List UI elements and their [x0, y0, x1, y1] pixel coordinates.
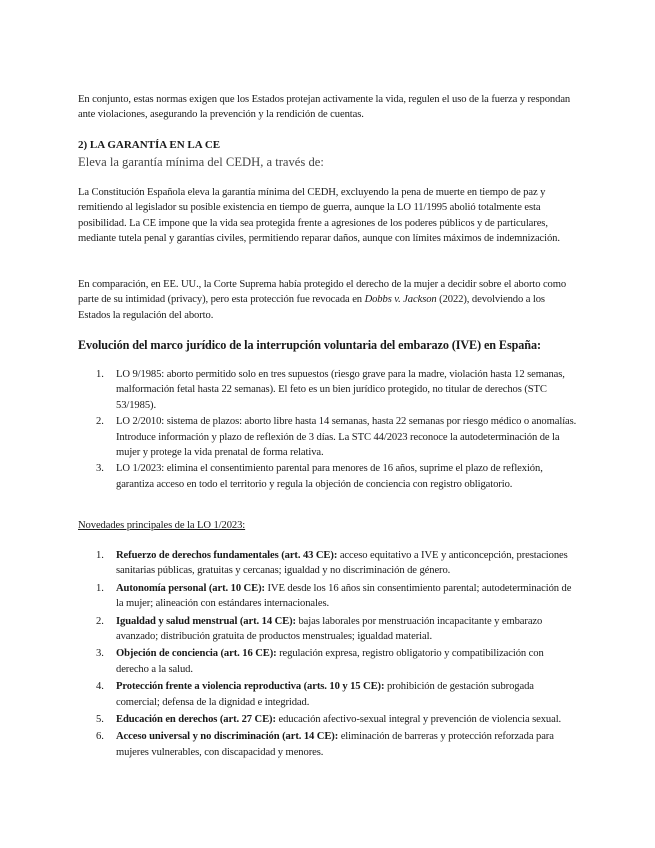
item-title: Igualdad y salud menstrual (art. 14 CE):: [116, 615, 296, 627]
evolution-heading: Evolución del marco jurídico de la interrupción voluntaria del embarazo (IVE) en España:: [78, 338, 541, 352]
item-text: regulación expresa, registro obligatorio y compatibilización con derecho a la salud.: [116, 648, 544, 675]
item-number: 2.: [96, 615, 104, 627]
comparison-text-before: En comparación, en EE. UU., la Corte Suprema había protegido el derecho de la mujer a decidir sobre el aborto como parte de su intimidad (privacy), pero esta protección fue revocada en: [78, 279, 567, 306]
item-number: 1.: [96, 582, 104, 594]
item-number: 3.: [96, 463, 104, 475]
list-item: [78, 414, 578, 460]
list-item: [78, 679, 578, 710]
item-title: Autonomía personal (art. 10 CE):: [116, 582, 265, 594]
list-item: [78, 581, 578, 612]
item-number: 1.: [96, 369, 104, 380]
novedades-list: [78, 548, 578, 760]
item-title: Objeción de conciencia (art. 16 CE):: [116, 648, 277, 660]
list-item: [78, 461, 578, 492]
item-text: acceso equitativo a IVE y anticoncepción, prestaciones sanitarias públicas, gratuitas y cercanas; igualdad y no discriminación de género.: [116, 550, 568, 577]
comparison-paragraph: [78, 277, 578, 323]
list-item: [78, 367, 578, 413]
case-name: Dobbs v. Jackson: [364, 294, 437, 306]
item-text: IVE desde los 16 años sin consentimiento parental; autodeterminación de la mujer; alineación con estándares internacionales.: [116, 582, 572, 610]
comparison-text-after: (2022), devolviendo a los Estados la regulación del aborto.: [78, 294, 545, 321]
intro-paragraph: En conjunto, estas normas exigen que los Estados protejan activamente la vida, regulen el uso de la fuerza y respondan ante violaciones, asegurando la prevención y la rendición de cuentas.: [78, 94, 571, 121]
item-text: LO 1/2023: elimina el consentimiento parental para menores de 16 años, suprime el plazo de reflexión, garantiza acceso en todo el territorio y regula la objeción de conciencia con registro obligatorio.: [116, 463, 543, 490]
item-number: 4.: [96, 681, 104, 693]
item-number: 1.: [96, 550, 104, 561]
evolution-list: [78, 367, 578, 492]
list-item: [78, 614, 578, 645]
section-heading: 2) LA GARANTÍA EN LA CE: [78, 139, 221, 151]
item-number: 3.: [96, 648, 104, 660]
list-item: [78, 729, 578, 760]
list-item: [78, 646, 578, 677]
item-text: educación afectivo-sexual integral y prevención de violencia sexual.: [275, 714, 562, 726]
item-number: 6.: [96, 731, 104, 743]
item-text: prohibición de gestación subrogada comercial; defensa de la dignidad e integridad.: [116, 681, 534, 708]
item-text: eliminación de barreras y protección reforzada para mujeres vulnerables, con discapacidad y menores.: [116, 731, 554, 758]
ce-paragraph: La Constitución Española eleva la garantía mínima del CEDH, excluyendo la pena de muerte en tiempo de paz y remitiendo al legislador su posible existencia en tiempo de guerra, aunque la LO 11/1995 abolió totalmente esta posibilidad. La CE impone que la vida sea protegida frente a agresiones de los poderes públicos y de particulares, mediante tutela penal y garantías civiles, permitiendo reparar daños, aunque con límites máximos de indemnización.: [78, 187, 560, 245]
list-item: [78, 548, 578, 579]
section-subheading: Eleva la garantía mínima del CEDH, a través de:: [78, 155, 324, 169]
item-title: Educación en derechos (art. 27 CE):: [116, 714, 276, 726]
list-item: [78, 712, 578, 727]
item-text: LO 9/1985: aborto permitido solo en tres supuestos (riesgo grave para la madre, violación hasta 12 semanas, malformación fetal hasta 22 semanas). El feto es un bien jurídico protegido, no titular de derechos (STC 53/1985).: [116, 369, 565, 411]
item-title: Acceso universal y no discriminación (art. 14 CE):: [116, 731, 339, 743]
novedades-heading: Novedades principales de la LO 1/2023:: [78, 520, 246, 531]
item-text: bajas laborales por menstruación incapacitante y embarazo avanzado; distribución gratuita de productos menstruales; igualdad material.: [116, 615, 543, 643]
item-text: LO 2/2010: sistema de plazos: aborto libre hasta 14 semanas, hasta 22 semanas por riesgo médico o anomalías. Introduce información y plazo de reflexión de 3 días. La STC 44/2023 reconoce la autodeterminación de la mujer y protege la vida prenatal de forma relativa.: [116, 416, 577, 459]
item-number: 5.: [96, 714, 104, 726]
item-number: 2.: [96, 416, 104, 428]
item-title: Refuerzo de derechos fundamentales (art. 43 CE):: [116, 550, 338, 561]
item-title: Protección frente a violencia reproductiva (arts. 10 y 15 CE):: [116, 681, 385, 693]
